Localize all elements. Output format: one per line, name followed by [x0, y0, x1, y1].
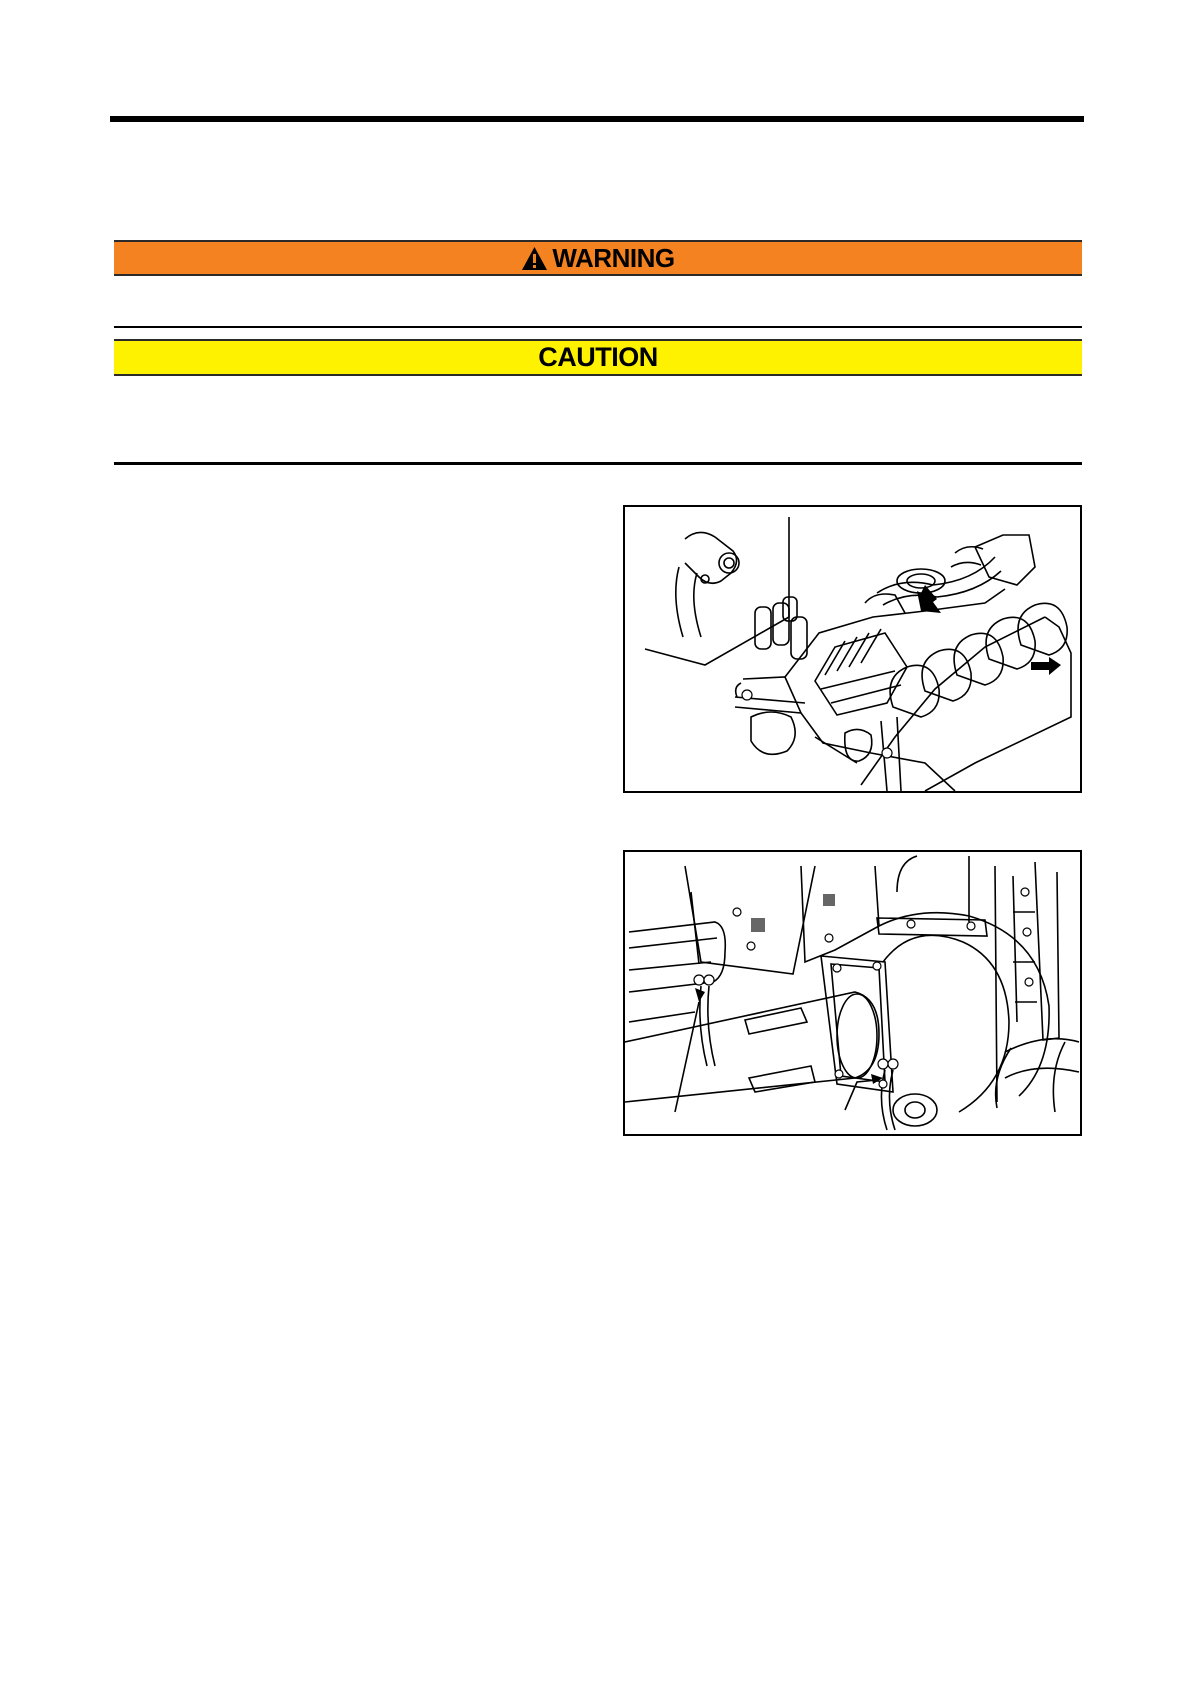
pump-drain-valve-figure [623, 850, 1082, 1136]
warning-banner [114, 240, 1082, 276]
engine-bleed-valve-illustration [625, 507, 1080, 791]
warning-triangle-icon [521, 246, 548, 271]
header-rule [110, 116, 1084, 122]
warning-label: WARNING [552, 242, 675, 273]
section-divider-bottom [114, 462, 1082, 465]
caution-banner [114, 339, 1082, 376]
engine-bleed-valve-figure [623, 505, 1082, 793]
caution-label: CAUTION [538, 342, 658, 372]
section-divider [114, 326, 1082, 328]
pump-drain-valve-illustration [625, 852, 1080, 1134]
